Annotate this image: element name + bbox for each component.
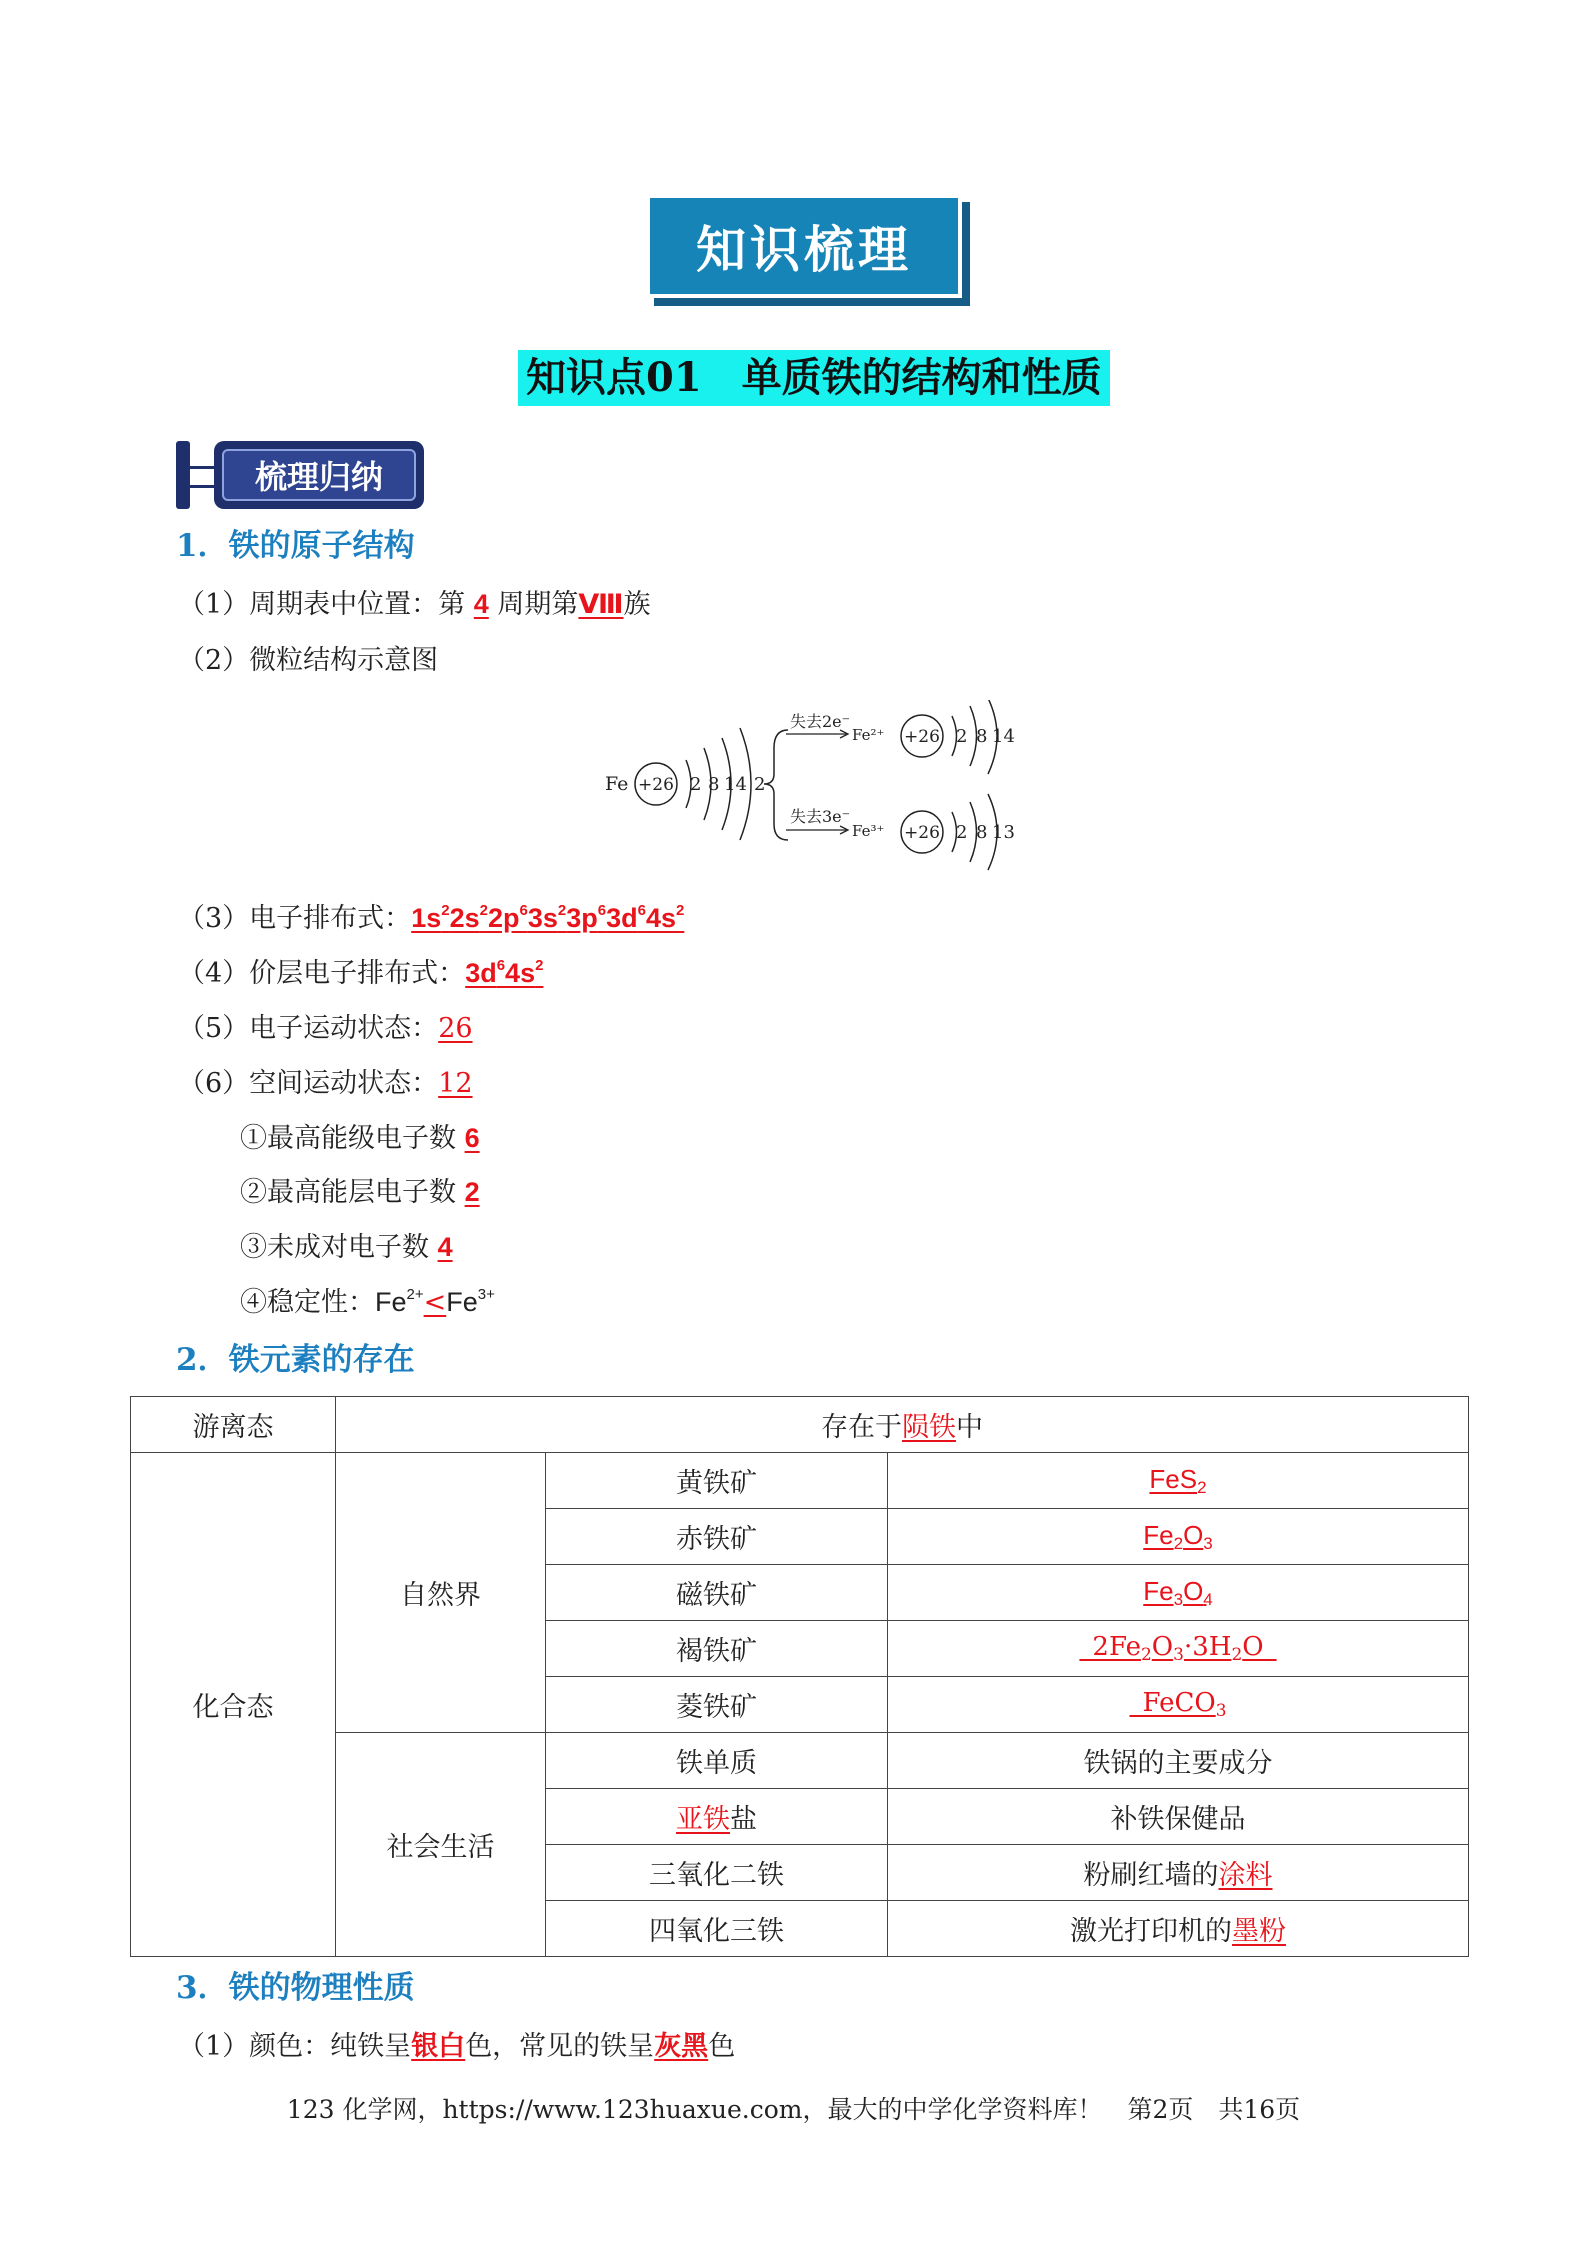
section-tag-label: 梳理归纳 — [222, 449, 416, 501]
substance-use: 粉刷红墙的涂料 — [888, 1845, 1469, 1901]
fe-shell-2: 8 — [708, 774, 720, 795]
fe2-shell-3: 14 — [992, 726, 1015, 747]
mineral-formula: $Fe_2O_3$ — [888, 1509, 1469, 1565]
mineral-formula: $Fe_3O_4$ — [888, 1565, 1469, 1621]
fe-shell-3: 14 — [724, 774, 747, 795]
free-state-value: 存在于陨铁中 — [336, 1397, 1469, 1453]
mineral-name: 菱铁矿 — [546, 1677, 888, 1733]
free-state-label: 游离态 — [131, 1397, 336, 1453]
banner-title: 知识梳理 — [650, 198, 958, 294]
mineral-formula: FeCO$_3$ — [888, 1677, 1469, 1733]
substance-name: 四氧化三铁 — [546, 1901, 888, 1957]
sub-unpaired-electrons: ③未成对电子数 4 — [240, 1232, 453, 1263]
substance-name: 亚铁盐 — [546, 1789, 888, 1845]
iron-occurrence-table — [130, 1396, 1469, 1957]
life-label: 社会生活 — [336, 1733, 546, 1957]
section-2-heading: 2．铁元素的存在 — [176, 1342, 415, 1378]
knowledge-point-title: 知识点01 单质铁的结构和性质 — [518, 350, 1110, 406]
section-1-heading: 1．铁的原子结构 — [176, 528, 415, 564]
ion-fe3-label: Fe³⁺ — [852, 822, 885, 840]
fe2-shell-2: 8 — [976, 726, 988, 747]
page-footer: 123 化学网，https://www.123huaxue.com，最大的中学化学资料库！ 第2页 共16页 — [286, 2095, 1301, 2124]
svg-text:+26: +26 — [904, 727, 940, 747]
nature-label: 自然界 — [336, 1453, 546, 1733]
substance-use: 激光打印机的墨粉 — [888, 1901, 1469, 1957]
fe3-shell-2: 8 — [976, 822, 988, 843]
fe-nucleus-label: +26 — [638, 775, 674, 795]
electron-configuration-value: $1s^22s^22p^63s^23p^63d^64s^2$ — [411, 902, 685, 933]
fe2-shell-1: 2 — [956, 726, 968, 747]
item-structure-diagram-label: （2）微粒结构示意图 — [178, 645, 439, 676]
item-electron-configuration: （3）电子排布式：$1s^22s^22p^63s^23p^63d^64s^2$ — [178, 902, 685, 934]
arrow-bottom-label: 失去3e⁻ — [790, 807, 851, 826]
mineral-formula: $2Fe_2O_3\cdot 3H_2O$ — [888, 1621, 1469, 1677]
substance-name: 三氧化二铁 — [546, 1845, 888, 1901]
combined-state-label: 化合态 — [131, 1453, 336, 1957]
mineral-name: 赤铁矿 — [546, 1509, 888, 1565]
arrow-top-label: 失去2e⁻ — [790, 712, 851, 731]
section-3-heading: 3．铁的物理性质 — [176, 1970, 415, 2006]
sub-stability: ④稳定性：$Fe^{2+}<Fe^{3+}$ — [240, 1286, 495, 1318]
valence-configuration-value: $3d^64s^2$ — [465, 957, 544, 988]
fe-symbol: Fe — [605, 773, 629, 795]
item-spatial-states: （6）空间运动状态：12 — [178, 1068, 473, 1099]
substance-use: 补铁保健品 — [888, 1789, 1469, 1845]
fe3-shell-1: 2 — [956, 822, 968, 843]
fe-shell-4: 2 — [754, 774, 766, 795]
section-tag-link — [190, 466, 214, 488]
sub-highest-shell: ②最高能层电子数 2 — [240, 1177, 480, 1208]
substance-name: 铁单质 — [546, 1733, 888, 1789]
item-valence-configuration: （4）价层电子排布式：$3d^64s^2$ — [178, 957, 544, 989]
fe3-shell-3: 13 — [992, 822, 1015, 843]
ion-fe2-label: Fe²⁺ — [852, 726, 885, 744]
mineral-name: 黄铁矿 — [546, 1453, 888, 1509]
item-electron-states: （5）电子运动状态：26 — [178, 1013, 473, 1044]
svg-text:+26: +26 — [904, 823, 940, 843]
mineral-formula: FeS$_2$ — [888, 1453, 1469, 1509]
mineral-name: 磁铁矿 — [546, 1565, 888, 1621]
item-period-group: （1）周期表中位置：第 4 周期第Ⅷ族 — [178, 589, 651, 620]
fe-shell-1: 2 — [690, 774, 702, 795]
section-tag-bar — [176, 441, 190, 509]
atomic-structure-diagram — [590, 700, 1050, 885]
substance-use: 铁锅的主要成分 — [888, 1733, 1469, 1789]
mineral-name: 褐铁矿 — [546, 1621, 888, 1677]
sub-highest-sublevel: ①最高能级电子数 6 — [240, 1123, 480, 1154]
table-row — [131, 1453, 1469, 1509]
table-row — [131, 1397, 1469, 1453]
item-color: （1）颜色：纯铁呈银白色，常见的铁呈灰黑色 — [178, 2031, 736, 2062]
